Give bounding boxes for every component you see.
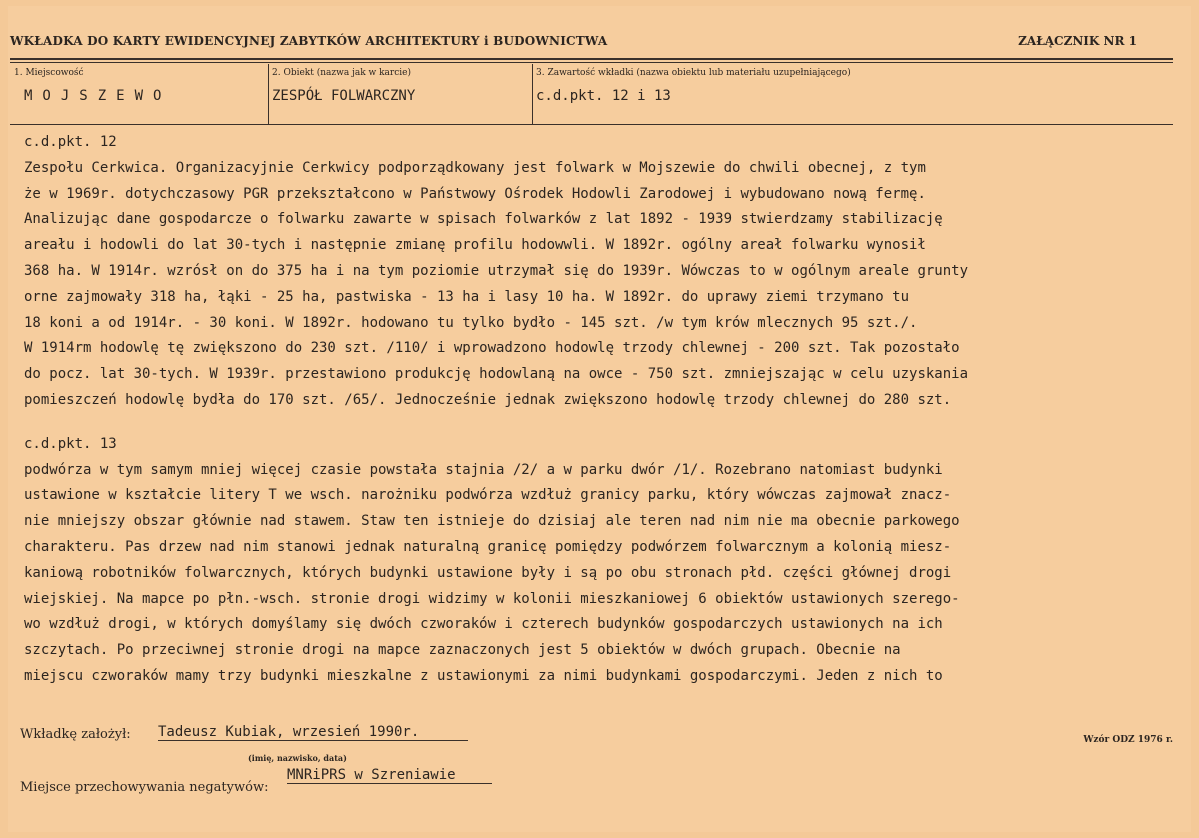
document-header xyxy=(10,26,1173,50)
document-body xyxy=(24,130,1144,690)
fields-bottom-rule xyxy=(10,124,1173,125)
section-heading: c.d.pkt. 13 xyxy=(24,435,117,452)
text-line: pomieszczeń hodowlę bydła do 170 szt. /65/. Jednocześnie jednak zwiększono hodowlę trzody chlewnej do 280 szt. xyxy=(24,391,952,408)
field-locality-value: MOJSZEWO xyxy=(24,88,172,104)
text-line: Analizując dane gospodarcze o folwarku zawarte w spisach folwarków z lat 1892 - 1939 stwierdzamy stabilizację xyxy=(24,211,943,228)
field-contents-label: 3. Zawartość wkładki (nazwa obiektu lub materiału uzupełniającego) xyxy=(536,68,851,78)
text-line: kaniową robotników folwarcznych, których budynki ustawione były i są po obu stronach płd. części głównej drogi xyxy=(24,564,952,581)
founder-value: Tadeusz Kubiak, wrzesień 1990r. xyxy=(158,724,468,741)
document-title: WKŁADKA DO KARTY EWIDENCYJNEJ ZABYTKÓW ARCHITEKTURY i BUDOWNICTWA xyxy=(10,34,608,48)
field-locality-label: 1. Miejscowość xyxy=(14,68,84,78)
text-line: podwórza w tym samym mniej więcej czasie powstała stajnia /2/ a w parku dwór /1/. Rozebrano natomiast budynki xyxy=(24,461,943,478)
header-rule-thin xyxy=(10,62,1173,63)
founder-label: Wkładkę założył: xyxy=(20,727,131,742)
field-object xyxy=(268,64,533,124)
field-object-value: ZESPÓŁ FOLWARCZNY xyxy=(272,88,416,104)
text-line: wo wzdłuż drogi, w których domyślamy się dwóch czworaków i czterech budynków gospodarczych ustawionych na ich xyxy=(24,616,943,633)
founder-hint: (imię, nazwisko, data) xyxy=(248,753,347,763)
text-line: 368 ha. W 1914r. wzrósł on do 375 ha i na tym poziomie utrzymał się do 1939r. Wówczas to w ogólnym areale grunty xyxy=(24,262,969,279)
section-heading: c.d.pkt. 12 xyxy=(24,134,117,150)
annex-label: ZAŁĄCZNIK NR 1 xyxy=(1018,34,1137,48)
text-line: że w 1969r. dotychczasowy PGR przekształcono w Państwowy Ośrodek Hodowli Zarodowej i wybudowano nową fermę. xyxy=(24,185,926,202)
section-gap xyxy=(24,414,1144,432)
storage-value: MNRiPRS w Szreniawie xyxy=(287,767,492,784)
text-line: W 1914rm hodowlę tę zwiększono do 230 szt. /110/ i wprowadzono hodowlę trzody chlewnej - 200 szt. Tak pozostało xyxy=(24,340,960,357)
storage-label: Miejsce przechowywania negatywów: xyxy=(20,780,269,795)
text-line: 18 koni a od 1914r. - 30 koni. W 1892r. hodowano tu tylko bydło - 145 szt. /w tym krów mlecznych 95 szt./. xyxy=(24,314,918,331)
text-line: szczytach. Po przeciwnej stronie drogi na mapce zaznaczonych jest 5 obiektów w dwóch grupach. Obecnie na xyxy=(24,642,901,659)
text-line: miejscu czworaków mamy trzy budynki mieszkalne z ustawionymi za nimi budynkami gospodarczymi. Jeden z nich to xyxy=(24,667,943,684)
fields-row xyxy=(10,64,1173,124)
field-contents xyxy=(532,64,1172,124)
header-rule xyxy=(10,58,1173,60)
text-line: wiejskiej. Na mapce po płn.-wsch. stronie drogi widzimy w kolonii mieszkaniowej 6 obiektów ustawionych szerego- xyxy=(24,590,960,607)
text-line: areału i hodowli do lat 30-tych i następnie zmianę profilu hodowwli. W 1892r. ogólny areał folwarku wynosił xyxy=(24,237,926,254)
text-line: orne zajmowały 318 ha, łąki - 25 ha, pastwiska - 13 ha i lasy 10 ha. W 1892r. do uprawy ziemi trzymano tu xyxy=(24,288,910,305)
text-line: ustawione w kształcie litery T we wsch. narożniku podwórza wzdłuż granicy parku, który wówczas zajmował znacz- xyxy=(24,487,952,504)
form-model-label: Wzór ODZ 1976 r. xyxy=(1083,735,1173,745)
text-line: nie mniejszy obszar głównie nad stawem. Staw ten istnieje do dzisiaj ale teren nad nim nie ma obecnie parkowego xyxy=(24,513,960,530)
field-contents-value: c.d.pkt. 12 i 13 xyxy=(536,88,671,104)
text-line: Zespołu Cerkwica. Organizacyjnie Cerkwicy podporządkowany jest folwark w Mojszewie do chwili obecnej, z tym xyxy=(24,159,926,176)
text-line: charakteru. Pas drzew nad nim stanowi jednak naturalną granicę pomiędzy podwórzem folwarcznym a kolonią miesz- xyxy=(24,538,952,555)
field-locality xyxy=(10,64,269,124)
field-object-label: 2. Obiekt (nazwa jak w karcie) xyxy=(272,68,411,78)
text-line: do pocz. lat 30-tych. W 1939r. przestawiono produkcję hodowlaną na owce - 750 szt. zmniejszając w celu uzyskania xyxy=(24,366,969,383)
